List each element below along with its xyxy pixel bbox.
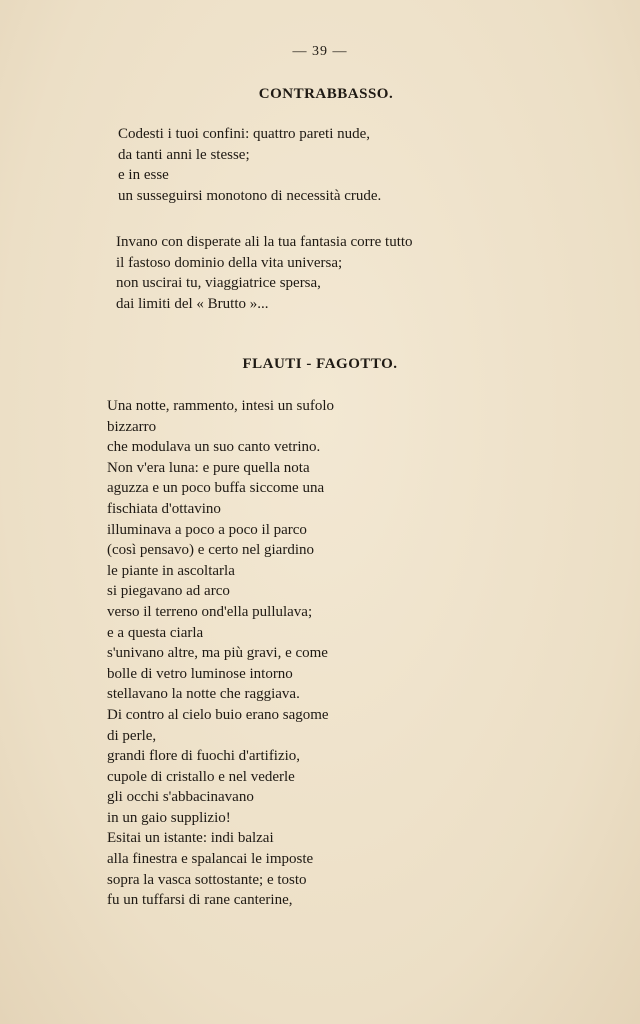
poem-line: stellavano la notte che raggiava. [107, 686, 300, 703]
poem-line: verso il terreno ond'ella pullulava; [107, 603, 313, 620]
poem-line: (così pensavo) e certo nel giardino [107, 542, 315, 559]
poem-line: da tanti anni le stesse; [118, 146, 250, 163]
poem-line: bizzarro [107, 418, 157, 435]
poem-stanza-3 [107, 396, 334, 911]
poem-line: gli occhi s'abbacinavano [107, 789, 254, 806]
poem-line: Esitai un istante: indi balzai [107, 830, 274, 847]
poem-line: aguzza e un poco buffa siccome una [107, 480, 325, 497]
poem-line: bolle di vetro luminose intorno [107, 665, 293, 682]
poem-line: Codesti i tuoi confini: quattro pareti nude, [118, 126, 371, 142]
poem-line: s'univano altre, ma più gravi, e come [107, 645, 328, 662]
poem-line: che modulava un suo canto vetrino. [107, 439, 321, 456]
poem-line: Invano con disperate ali la tua fantasia corre tutto [116, 234, 413, 250]
poem-line: grandi flore di fuochi d'artifizio, [107, 748, 301, 765]
poem-line: Non v'era luna: e pure quella nota [107, 459, 310, 476]
poem-line: in un gaio supplizio! [107, 809, 231, 826]
section-title-flauti-fagotto: FLAUTI - FAGOTTO. [242, 356, 398, 372]
page-number: — 39 — [292, 44, 348, 59]
poem-line: Di contro al cielo buio erano sagome [107, 706, 329, 723]
poem-line: Una notte, rammento, intesi un sufolo [107, 398, 335, 414]
poem-line: non uscirai tu, viaggiatrice spersa, [116, 275, 321, 292]
poem-line: sopra la vasca sottostante; e tosto [107, 871, 307, 888]
poem-line: fu un tuffarsi di rane canterine, [107, 892, 293, 909]
poem-stanza-1 [118, 124, 381, 206]
poem-line: un susseguirsi monotono di necessità crude. [118, 187, 382, 204]
poem-line: cupole di cristallo e nel vederle [107, 768, 295, 785]
poem-line: e a questa ciarla [107, 624, 204, 641]
poem-line: dai limiti del « Brutto »... [116, 295, 269, 312]
poem-line: fischiata d'ottavino [107, 500, 221, 517]
section-title-contrabbasso: CONTRABBASSO. [258, 86, 394, 102]
poem-line: si piegavano ad arco [107, 583, 230, 600]
poem-stanza-2 [116, 232, 413, 314]
poem-line: il fastoso dominio della vita universa; [116, 254, 343, 271]
poem-line: e in esse [118, 167, 169, 184]
poem-line: di perle, [107, 727, 157, 744]
poem-line: le piante in ascoltarla [107, 562, 235, 579]
poem-line: alla finestra e spalancai le imposte [107, 851, 314, 868]
poem-line: illuminava a poco a poco il parco [107, 521, 307, 538]
